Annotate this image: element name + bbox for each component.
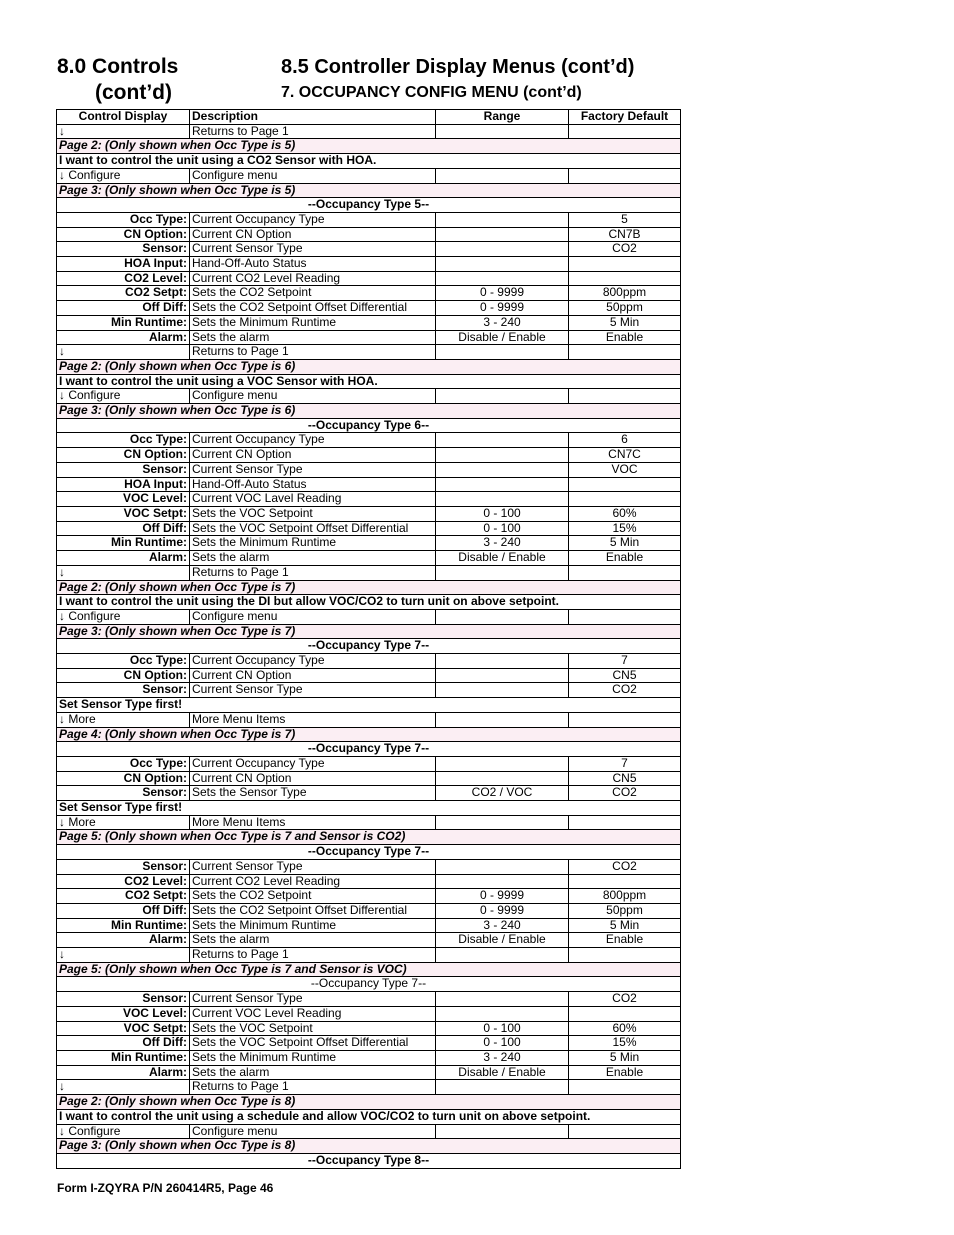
- range-cell: [436, 712, 569, 727]
- page-header-cell: Page 2: (Only shown when Occ Type is 8): [57, 1095, 681, 1110]
- occupancy-type-row: [57, 742, 681, 757]
- range-cell: Disable / Enable: [436, 330, 569, 345]
- description-cell: Sets the Minimum Runtime: [190, 536, 436, 551]
- occupancy-type-cell: --Occupancy Type 6--: [57, 418, 681, 433]
- factory-default-cell: [569, 124, 681, 139]
- header-control-display: Control Display: [57, 110, 190, 125]
- table-row: [57, 609, 681, 624]
- range-cell: [436, 242, 569, 257]
- range-cell: [436, 1006, 569, 1021]
- page-header-cell: Page 2: (Only shown when Occ Type is 5): [57, 139, 681, 154]
- table-row: [57, 506, 681, 521]
- control-display-cell: Min Runtime:: [57, 315, 190, 330]
- occupancy-type-cell: --Occupancy Type 8--: [57, 1153, 681, 1168]
- page-header-cell: Page 3: (Only shown when Occ Type is 8): [57, 1139, 681, 1154]
- description-cell: Returns to Page 1: [190, 124, 436, 139]
- factory-default-cell: [569, 1080, 681, 1095]
- note-cell: Set Sensor Type first!: [57, 698, 681, 713]
- control-display-cell: VOC Setpt:: [57, 1021, 190, 1036]
- description-cell: Current CO2 Level Reading: [190, 271, 436, 286]
- control-display-cell: Alarm:: [57, 551, 190, 566]
- factory-default-cell: CN7C: [569, 448, 681, 463]
- table-row: [57, 992, 681, 1007]
- range-cell: 0 - 9999: [436, 903, 569, 918]
- table-row: [57, 815, 681, 830]
- page-header-cell: Page 3: (Only shown when Occ Type is 6): [57, 404, 681, 419]
- factory-default-cell: [569, 1124, 681, 1139]
- range-cell: [436, 345, 569, 360]
- range-cell: [436, 948, 569, 963]
- factory-default-cell: 15%: [569, 1036, 681, 1051]
- control-display-cell: ↓ Configure: [57, 389, 190, 404]
- factory-default-cell: CN5: [569, 668, 681, 683]
- description-cell: Current Occupancy Type: [190, 756, 436, 771]
- note-cell: I want to control the unit using a VOC Sensor with HOA.: [57, 374, 681, 389]
- description-cell: Current CN Option: [190, 771, 436, 786]
- factory-default-cell: Enable: [569, 551, 681, 566]
- page-footer: Form I-ZQYRA P/N 260414R5, Page 46: [57, 1181, 274, 1195]
- occupancy-type-row: [57, 418, 681, 433]
- occupancy-type-cell: --Occupancy Type 5--: [57, 198, 681, 213]
- table-row: [57, 551, 681, 566]
- factory-default-cell: [569, 492, 681, 507]
- description-cell: Sets the CO2 Setpoint: [190, 286, 436, 301]
- range-cell: [436, 124, 569, 139]
- control-display-cell: Sensor:: [57, 992, 190, 1007]
- range-cell: [436, 683, 569, 698]
- factory-default-cell: [569, 271, 681, 286]
- control-display-cell: HOA Input:: [57, 477, 190, 492]
- subsection-title: 8.5 Controller Display Menus (cont’d): [281, 56, 635, 78]
- factory-default-cell: [569, 345, 681, 360]
- description-cell: Sets the VOC Setpoint: [190, 506, 436, 521]
- control-display-cell: ↓: [57, 948, 190, 963]
- page-header-cell: Page 5: (Only shown when Occ Type is 7 and Sensor is CO2): [57, 830, 681, 845]
- factory-default-cell: [569, 815, 681, 830]
- description-cell: Sets the alarm: [190, 330, 436, 345]
- control-display-cell: ↓: [57, 1080, 190, 1095]
- control-display-cell: Occ Type:: [57, 654, 190, 669]
- control-display-cell: Sensor:: [57, 242, 190, 257]
- table-row: [57, 933, 681, 948]
- control-display-cell: Min Runtime:: [57, 536, 190, 551]
- table-row: [57, 859, 681, 874]
- control-display-cell: ↓: [57, 565, 190, 580]
- factory-default-cell: 5 Min: [569, 1051, 681, 1066]
- control-display-cell: ↓: [57, 124, 190, 139]
- description-cell: Sets the VOC Setpoint Offset Differential: [190, 1036, 436, 1051]
- control-display-cell: Occ Type:: [57, 433, 190, 448]
- table-row: [57, 786, 681, 801]
- table-row: [57, 124, 681, 139]
- factory-default-cell: Enable: [569, 1065, 681, 1080]
- range-cell: CO2 / VOC: [436, 786, 569, 801]
- factory-default-cell: CN7B: [569, 227, 681, 242]
- factory-default-cell: 5 Min: [569, 315, 681, 330]
- table-row: [57, 1021, 681, 1036]
- description-cell: More Menu Items: [190, 815, 436, 830]
- factory-default-cell: CN5: [569, 771, 681, 786]
- page-header-cell: Page 3: (Only shown when Occ Type is 7): [57, 624, 681, 639]
- control-display-cell: ↓ Configure: [57, 168, 190, 183]
- description-cell: Sets the Minimum Runtime: [190, 1051, 436, 1066]
- description-cell: Current CN Option: [190, 227, 436, 242]
- range-cell: [436, 448, 569, 463]
- page-header-row: [57, 624, 681, 639]
- occupancy-type-cell: --Occupancy Type 7--: [57, 977, 681, 992]
- section-title-line1: 8.0 Controls: [57, 55, 179, 78]
- occupancy-type-cell: --Occupancy Type 7--: [57, 742, 681, 757]
- table-row: [57, 257, 681, 272]
- range-cell: [436, 668, 569, 683]
- range-cell: [436, 492, 569, 507]
- control-display-cell: Off Diff:: [57, 1036, 190, 1051]
- control-display-cell: Off Diff:: [57, 903, 190, 918]
- table-row: [57, 448, 681, 463]
- factory-default-cell: 5 Min: [569, 918, 681, 933]
- control-display-cell: Min Runtime:: [57, 918, 190, 933]
- header-description: Description: [190, 110, 436, 125]
- description-cell: Sets the alarm: [190, 1065, 436, 1080]
- control-display-cell: Occ Type:: [57, 212, 190, 227]
- control-display-cell: ↓: [57, 345, 190, 360]
- range-cell: [436, 992, 569, 1007]
- range-cell: 0 - 9999: [436, 286, 569, 301]
- page-header-row: [57, 183, 681, 198]
- table-row: [57, 330, 681, 345]
- factory-default-cell: CO2: [569, 992, 681, 1007]
- control-display-cell: CN Option:: [57, 448, 190, 463]
- description-cell: Returns to Page 1: [190, 948, 436, 963]
- control-display-cell: Sensor:: [57, 786, 190, 801]
- note-row: [57, 595, 681, 610]
- control-display-cell: ↓ Configure: [57, 1124, 190, 1139]
- table-row: [57, 536, 681, 551]
- description-cell: Sets the Minimum Runtime: [190, 918, 436, 933]
- range-cell: [436, 462, 569, 477]
- note-row: [57, 154, 681, 169]
- note-row: [57, 374, 681, 389]
- table-row: [57, 492, 681, 507]
- factory-default-cell: [569, 948, 681, 963]
- table-row: [57, 271, 681, 286]
- occupancy-type-cell: --Occupancy Type 7--: [57, 845, 681, 860]
- table-row: [57, 315, 681, 330]
- note-row: [57, 1109, 681, 1124]
- factory-default-cell: 50ppm: [569, 903, 681, 918]
- table-row: [57, 345, 681, 360]
- control-display-cell: Alarm:: [57, 1065, 190, 1080]
- page-header-cell: Page 3: (Only shown when Occ Type is 5): [57, 183, 681, 198]
- table-row: [57, 756, 681, 771]
- description-cell: Returns to Page 1: [190, 345, 436, 360]
- page-header-row: [57, 359, 681, 374]
- section-title-line2: (cont’d): [95, 81, 172, 104]
- table-row: [57, 301, 681, 316]
- range-cell: 0 - 100: [436, 1036, 569, 1051]
- range-cell: 3 - 240: [436, 315, 569, 330]
- description-cell: Sets the VOC Setpoint: [190, 1021, 436, 1036]
- table-row: [57, 168, 681, 183]
- table-row: [57, 433, 681, 448]
- page-header-row: [57, 580, 681, 595]
- description-cell: Current Sensor Type: [190, 683, 436, 698]
- range-cell: Disable / Enable: [436, 933, 569, 948]
- control-display-cell: Alarm:: [57, 330, 190, 345]
- table-body: [57, 110, 681, 1169]
- range-cell: [436, 565, 569, 580]
- factory-default-cell: CO2: [569, 786, 681, 801]
- control-display-cell: VOC Level:: [57, 492, 190, 507]
- range-cell: [436, 609, 569, 624]
- table-row: [57, 521, 681, 536]
- note-cell: Set Sensor Type first!: [57, 801, 681, 816]
- note-row: [57, 698, 681, 713]
- description-cell: Sets the alarm: [190, 551, 436, 566]
- control-display-cell: ↓ More: [57, 712, 190, 727]
- range-cell: [436, 389, 569, 404]
- page-header-row: [57, 830, 681, 845]
- occupancy-type-row: [57, 845, 681, 860]
- description-cell: Current CO2 Level Reading: [190, 874, 436, 889]
- control-display-cell: Sensor:: [57, 859, 190, 874]
- range-cell: [436, 654, 569, 669]
- range-cell: Disable / Enable: [436, 551, 569, 566]
- control-display-cell: CN Option:: [57, 668, 190, 683]
- description-cell: Current VOC Lavel Reading: [190, 492, 436, 507]
- control-display-cell: CO2 Setpt:: [57, 286, 190, 301]
- factory-default-cell: 60%: [569, 1021, 681, 1036]
- description-cell: Current Occupancy Type: [190, 212, 436, 227]
- table-row: [57, 286, 681, 301]
- control-display-cell: ↓ More: [57, 815, 190, 830]
- range-cell: [436, 271, 569, 286]
- range-cell: 0 - 100: [436, 521, 569, 536]
- factory-default-cell: CO2: [569, 683, 681, 698]
- note-cell: I want to control the unit using the DI but allow VOC/CO2 to turn unit on above setpoint.: [57, 595, 681, 610]
- control-display-cell: Off Diff:: [57, 301, 190, 316]
- control-display-cell: CN Option:: [57, 771, 190, 786]
- description-cell: Sets the CO2 Setpoint: [190, 889, 436, 904]
- description-cell: Current Occupancy Type: [190, 433, 436, 448]
- range-cell: [436, 257, 569, 272]
- range-cell: [436, 168, 569, 183]
- range-cell: [436, 433, 569, 448]
- description-cell: Current Occupancy Type: [190, 654, 436, 669]
- control-display-cell: Sensor:: [57, 462, 190, 477]
- range-cell: [436, 1124, 569, 1139]
- menu-title: 7. OCCUPANCY CONFIG MENU (cont’d): [281, 84, 582, 101]
- description-cell: Sets the Minimum Runtime: [190, 315, 436, 330]
- table-row: [57, 771, 681, 786]
- factory-default-cell: 6: [569, 433, 681, 448]
- note-cell: I want to control the unit using a schedule and allow VOC/CO2 to turn unit on above setpoint.: [57, 1109, 681, 1124]
- description-cell: Current CN Option: [190, 668, 436, 683]
- control-display-cell: Sensor:: [57, 683, 190, 698]
- factory-default-cell: Enable: [569, 933, 681, 948]
- occupancy-type-row: [57, 639, 681, 654]
- range-cell: [436, 212, 569, 227]
- factory-default-cell: 60%: [569, 506, 681, 521]
- table-row: [57, 1080, 681, 1095]
- header-factory-default: Factory Default: [569, 110, 681, 125]
- range-cell: 0 - 100: [436, 506, 569, 521]
- description-cell: Hand-Off-Auto Status: [190, 257, 436, 272]
- description-cell: Returns to Page 1: [190, 565, 436, 580]
- page-header-cell: Page 4: (Only shown when Occ Type is 7): [57, 727, 681, 742]
- description-cell: Configure menu: [190, 168, 436, 183]
- table-row: [57, 212, 681, 227]
- range-cell: 0 - 9999: [436, 301, 569, 316]
- description-cell: Configure menu: [190, 389, 436, 404]
- control-display-cell: CN Option:: [57, 227, 190, 242]
- occupancy-type-row: [57, 198, 681, 213]
- page-header-row: [57, 727, 681, 742]
- description-cell: Current VOC Level Reading: [190, 1006, 436, 1021]
- page-header-cell: Page 5: (Only shown when Occ Type is 7 and Sensor is VOC): [57, 962, 681, 977]
- factory-default-cell: 5: [569, 212, 681, 227]
- table-row: [57, 683, 681, 698]
- description-cell: Sets the CO2 Setpoint Offset Differential: [190, 301, 436, 316]
- factory-default-cell: VOC: [569, 462, 681, 477]
- range-cell: [436, 874, 569, 889]
- table-row: [57, 1036, 681, 1051]
- table-row: [57, 668, 681, 683]
- table-row: [57, 1065, 681, 1080]
- page-header-cell: Page 2: (Only shown when Occ Type is 6): [57, 359, 681, 374]
- factory-default-cell: [569, 874, 681, 889]
- control-display-cell: Occ Type:: [57, 756, 190, 771]
- table-row: [57, 462, 681, 477]
- section-title: [57, 54, 178, 106]
- factory-default-cell: [569, 565, 681, 580]
- description-cell: Sets the CO2 Setpoint Offset Differential: [190, 903, 436, 918]
- control-display-cell: ↓ Configure: [57, 609, 190, 624]
- range-cell: 0 - 100: [436, 1021, 569, 1036]
- table-row: [57, 389, 681, 404]
- table-row: [57, 1124, 681, 1139]
- range-cell: [436, 756, 569, 771]
- table-row: [57, 874, 681, 889]
- factory-default-cell: [569, 1006, 681, 1021]
- range-cell: Disable / Enable: [436, 1065, 569, 1080]
- factory-default-cell: [569, 168, 681, 183]
- page-header-row: [57, 139, 681, 154]
- factory-default-cell: 15%: [569, 521, 681, 536]
- range-cell: 0 - 9999: [436, 889, 569, 904]
- occupancy-type-row: [57, 1153, 681, 1168]
- factory-default-cell: 5 Min: [569, 536, 681, 551]
- factory-default-cell: CO2: [569, 242, 681, 257]
- description-cell: Configure menu: [190, 609, 436, 624]
- factory-default-cell: [569, 389, 681, 404]
- page-header-cell: Page 2: (Only shown when Occ Type is 7): [57, 580, 681, 595]
- factory-default-cell: [569, 609, 681, 624]
- factory-default-cell: [569, 477, 681, 492]
- description-cell: Current CN Option: [190, 448, 436, 463]
- description-cell: Hand-Off-Auto Status: [190, 477, 436, 492]
- table-row: [57, 712, 681, 727]
- description-cell: Current Sensor Type: [190, 462, 436, 477]
- occupancy-type-row: [57, 977, 681, 992]
- range-cell: 3 - 240: [436, 536, 569, 551]
- table-row: [57, 565, 681, 580]
- table-row: [57, 1051, 681, 1066]
- control-display-cell: VOC Setpt:: [57, 506, 190, 521]
- page-header-row: [57, 404, 681, 419]
- description-cell: Sets the VOC Setpoint Offset Differential: [190, 521, 436, 536]
- description-cell: More Menu Items: [190, 712, 436, 727]
- control-display-cell: Off Diff:: [57, 521, 190, 536]
- page-header-row: [57, 962, 681, 977]
- factory-default-cell: 7: [569, 756, 681, 771]
- control-display-cell: CO2 Level:: [57, 271, 190, 286]
- table-row: [57, 948, 681, 963]
- description-cell: Sets the alarm: [190, 933, 436, 948]
- control-display-cell: VOC Level:: [57, 1006, 190, 1021]
- control-display-cell: CO2 Level:: [57, 874, 190, 889]
- description-cell: Configure menu: [190, 1124, 436, 1139]
- table-row: [57, 918, 681, 933]
- factory-default-cell: [569, 712, 681, 727]
- occupancy-config-table: [56, 109, 681, 1169]
- page-header-row: [57, 1095, 681, 1110]
- table-header-row: [57, 110, 681, 125]
- control-display-cell: CO2 Setpt:: [57, 889, 190, 904]
- factory-default-cell: [569, 257, 681, 272]
- description-cell: Current Sensor Type: [190, 859, 436, 874]
- range-cell: [436, 227, 569, 242]
- factory-default-cell: Enable: [569, 330, 681, 345]
- description-cell: Current Sensor Type: [190, 242, 436, 257]
- description-cell: Sets the Sensor Type: [190, 786, 436, 801]
- table-row: [57, 477, 681, 492]
- range-cell: [436, 1080, 569, 1095]
- note-row: [57, 801, 681, 816]
- table-row: [57, 242, 681, 257]
- control-display-cell: Min Runtime:: [57, 1051, 190, 1066]
- table-row: [57, 227, 681, 242]
- factory-default-cell: 50ppm: [569, 301, 681, 316]
- note-cell: I want to control the unit using a CO2 Sensor with HOA.: [57, 154, 681, 169]
- table-row: [57, 1006, 681, 1021]
- control-display-cell: Alarm:: [57, 933, 190, 948]
- range-cell: [436, 859, 569, 874]
- range-cell: 3 - 240: [436, 1051, 569, 1066]
- range-cell: 3 - 240: [436, 918, 569, 933]
- factory-default-cell: 800ppm: [569, 889, 681, 904]
- page-header-row: [57, 1139, 681, 1154]
- description-cell: Current Sensor Type: [190, 992, 436, 1007]
- occupancy-type-cell: --Occupancy Type 7--: [57, 639, 681, 654]
- range-cell: [436, 477, 569, 492]
- factory-default-cell: 7: [569, 654, 681, 669]
- factory-default-cell: CO2: [569, 859, 681, 874]
- description-cell: Returns to Page 1: [190, 1080, 436, 1095]
- factory-default-cell: 800ppm: [569, 286, 681, 301]
- table-row: [57, 654, 681, 669]
- table-row: [57, 903, 681, 918]
- header-range: Range: [436, 110, 569, 125]
- table-row: [57, 889, 681, 904]
- range-cell: [436, 815, 569, 830]
- range-cell: [436, 771, 569, 786]
- control-display-cell: HOA Input:: [57, 257, 190, 272]
